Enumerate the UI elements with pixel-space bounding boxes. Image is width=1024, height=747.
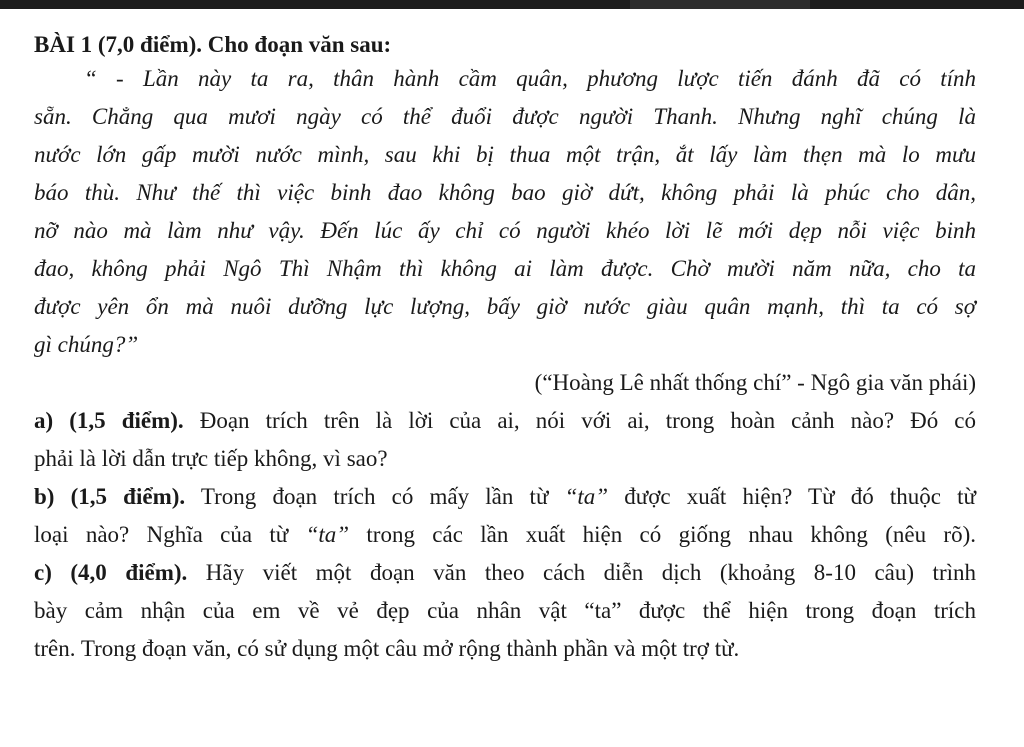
question-b-line-2: [34, 520, 976, 550]
passage-line-5: nỡ nào mà làm như vậy. Đến lúc ấy chỉ có người khéo lời lẽ mới dẹp nỗi việc binh: [34, 218, 976, 243]
quoted-word-ta: “ta”: [564, 484, 609, 509]
question-a-text-1: Đoạn trích trên là lời của ai, nói với ai, trong hoàn cảnh nào? Đó có: [183, 408, 977, 433]
question-b-text-2b: trong các lần xuất hiện có giống nhau không (nêu rõ).: [349, 522, 976, 547]
passage-line-1: “ - Lần này ta ra, thân hành cầm quân, phương lược tiến đánh đã có tính: [84, 66, 976, 91]
question-c-line-3: trên. Trong đoạn văn, có sử dụng một câu mở rộng thành phần và một trợ từ.: [34, 636, 740, 661]
passage-line-2: sẵn. Chẳng qua mươi ngày có thể đuổi được người Thanh. Nhưng nghĩ chúng là: [34, 104, 976, 129]
question-a-label: a) (1,5 điểm).: [34, 408, 184, 433]
passage-line-6: đao, không phải Ngô Thì Nhậm thì không ai làm được. Chờ mười năm nữa, cho ta: [34, 256, 976, 281]
top-edge-bar-highlight: [630, 0, 810, 9]
passage-source: (“Hoàng Lê nhất thống chí” - Ngô gia văn phái): [534, 370, 976, 395]
question-c-line-2: bày cảm nhận của em về vẻ đẹp của nhân vật “ta” được thể hiện trong đoạn trích: [34, 598, 976, 623]
exercise-title: BÀI 1 (7,0 điểm). Cho đoạn văn sau:: [34, 32, 392, 57]
passage-line-7: được yên ổn mà nuôi dưỡng lực lượng, bấy giờ nước giàu quân mạnh, thì ta có sợ: [34, 294, 976, 319]
question-c-line-1: [34, 558, 976, 588]
question-b-text-1b: được xuất hiện? Từ đó thuộc từ: [608, 484, 977, 509]
passage-line-4: báo thù. Như thế thì việc binh đao không bao giờ dứt, không phải là phúc cho dân,: [34, 180, 976, 205]
top-edge-bar: [0, 0, 1024, 9]
question-a-line-1: [34, 406, 976, 436]
question-b-label: b) (1,5 điểm).: [34, 484, 186, 509]
question-c-text-1: Hãy viết một đoạn văn theo cách diễn dịch (khoảng 8-10 câu) trình: [187, 560, 976, 585]
question-b-text-1a: Trong đoạn trích có mấy lần từ: [185, 484, 565, 509]
question-b-text-2a: loại nào? Nghĩa của từ: [34, 522, 306, 547]
question-c-label: c) (4,0 điểm).: [34, 560, 188, 585]
quoted-word-ta-2: “ta”: [305, 522, 350, 547]
question-a-line-2: phải là lời dẫn trực tiếp không, vì sao?: [34, 446, 388, 471]
passage-line-3: nước lớn gấp mười nước mình, sau khi bị thua một trận, ắt lấy làm thẹn mà lo mưu: [34, 142, 976, 167]
passage-line-8: gì chúng?”: [34, 332, 139, 357]
question-b-line-1: [34, 482, 976, 512]
